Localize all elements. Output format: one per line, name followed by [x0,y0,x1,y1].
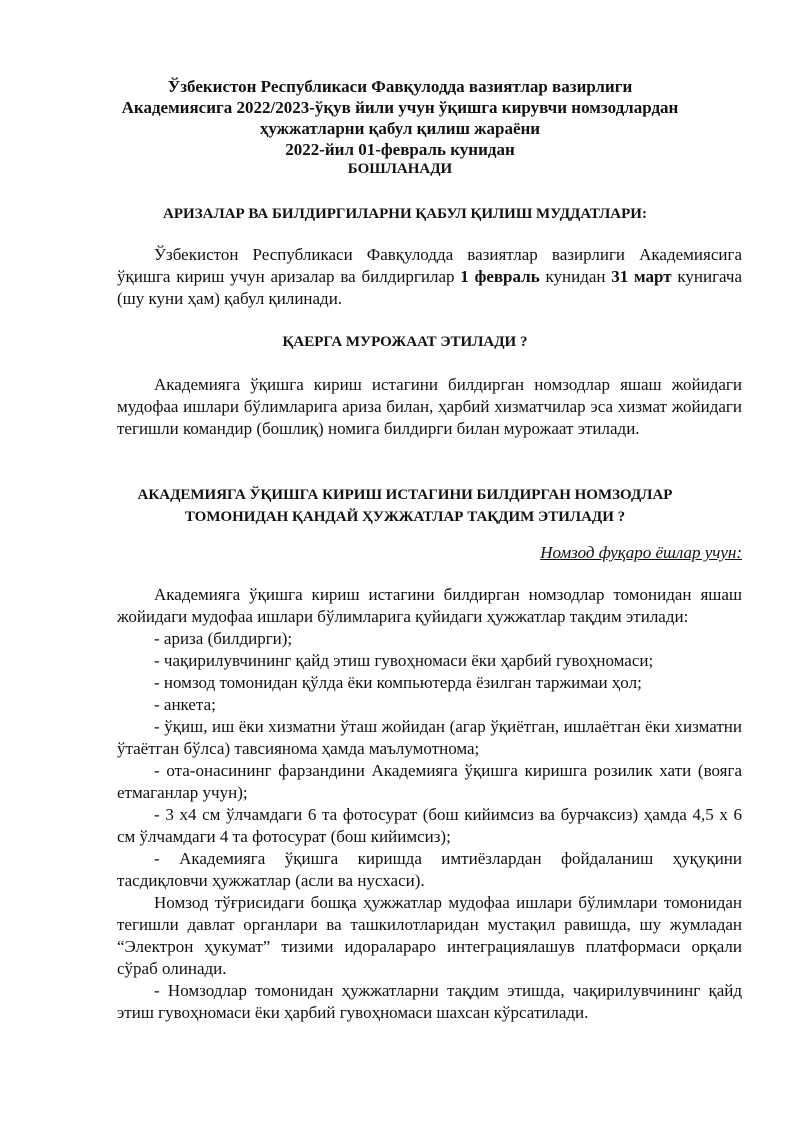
list-item: - анкета; [154,695,216,714]
list-item: - ариза (билдирги); [154,629,293,648]
title-line-1: Ўзбекистон Республикаси Фавқулодда вазиятлар вазирлиги [167,77,633,96]
deadlines-start-date: 1 февраль [460,267,540,286]
documents-heading-line-2: ТОМОНИДАН ҚАНДАЙ ҲУЖЖАТЛАР ТАҚДИМ ЭТИЛАДИ ? [184,509,626,525]
title-line-5: БОШЛАНАДИ [347,161,453,177]
section-heading-deadlines: АРИЗАЛАР ВА БИЛДИРГИЛАРНИ ҚАБУЛ ҚИЛИШ МУДДАТЛАРИ: [163,206,647,222]
deadlines-text-c: кунигача (шу куни ҳам) қабул қилинади. [117,267,743,308]
deadlines-text-a: Ўзбекистон Республикаси Фавқулодда вазиятлар вазирлиги Академиясига ўқишга кириш учун аризалар ва билдиргилар [117,245,742,286]
documents-intro: Академияга ўқишга кириш истагини билдирган номзодлар томонидан яшаш жойидаги мудофаа ишлари бўлимларига қуйидаги ҳужжатлар тақдим этилади: [117,585,742,626]
deadlines-text-b: кунидан [539,267,612,286]
list-item: - ўқиш, иш ёки хизматни ўташ жойидан (агар ўқиётган, ишлаётган ёки хизматни ўтаётган бўлса) тавсиянома ҳамда маълумотнома; [117,717,742,758]
documents-list-block [117,584,742,1024]
where-text: Академияга ўқишга кириш истагини билдирган номзодлар яшаш жойидаги мудофаа ишлари бўлимларига ариза билан, ҳарбий хизматчилар эса хизмат жойидаги тегишли командир (бошлиқ) номига билдирги билан мурожаат этилади. [117,375,742,438]
list-item: - Академияга ўқишга киришда имтиёзлардан фойдаланиш ҳуқуқини тасдиқловчи ҳужжатлар (асли ва нусхаси). [117,849,742,890]
deadlines-end-date: 31 март [611,267,672,286]
subheading-civilian-youth: Номзод фуқаро ёшлар учун: [540,543,742,562]
section-heading-documents [60,484,750,528]
document-title [80,76,720,178]
list-item: - 3 х4 см ўлчамдаги 6 та фотосурат (бош кийимсиз ва бурчаксиз) ҳамда 4,5 х 6 см ўлчамдаги 4 та фотосурат (бош кийимсиз); [117,805,742,846]
title-line-3: ҳужжатларни қабул қилиш жараёни [259,119,541,138]
deadlines-paragraph [117,244,742,310]
list-item: - номзод томонидан қўлда ёки компьютерда ёзилган таржимаи ҳол; [154,673,642,692]
title-line-2: Академиясига 2022/2023-ўқув йили учун ўқишга кирувчи номзодлардан [121,98,679,117]
section-heading-where: ҚАЕРГА МУРОЖААТ ЭТИЛАДИ ? [282,334,528,350]
documents-heading-line-1: АКАДЕМИЯГА ЎҚИШГА КИРИШ ИСТАГИНИ БИЛДИРГАН НОМЗОДЛАР [137,487,673,503]
where-paragraph [117,374,742,440]
presentation-paragraph: - Номзодлар томонидан ҳужжатларни тақдим этишда, чақирилувчининг қайд этиш гувоҳномаси ёки ҳарбий гувоҳномаси шахсан кўрсатилади. [117,981,742,1022]
other-documents-paragraph: Номзод тўғрисидаги бошқа ҳужжатлар мудофаа ишлари бўлимлари томонидан тегишли давлат органлари ва ташкилотларидан мустақил равишда, шу жумладан “Электрон ҳукумат” тизими идоралараро интеграциялашув платформаси орқали сўраб олинади. [117,893,742,978]
list-item: - чақирилувчининг қайд этиш гувоҳномаси ёки ҳарбий гувоҳномаси; [154,651,654,670]
title-line-4: 2022-йил 01-февраль кунидан [285,140,515,159]
list-item: - ота-онасининг фарзандини Академияга ўқишга киришга розилик хати (вояга етмаганлар учун); [117,761,742,802]
